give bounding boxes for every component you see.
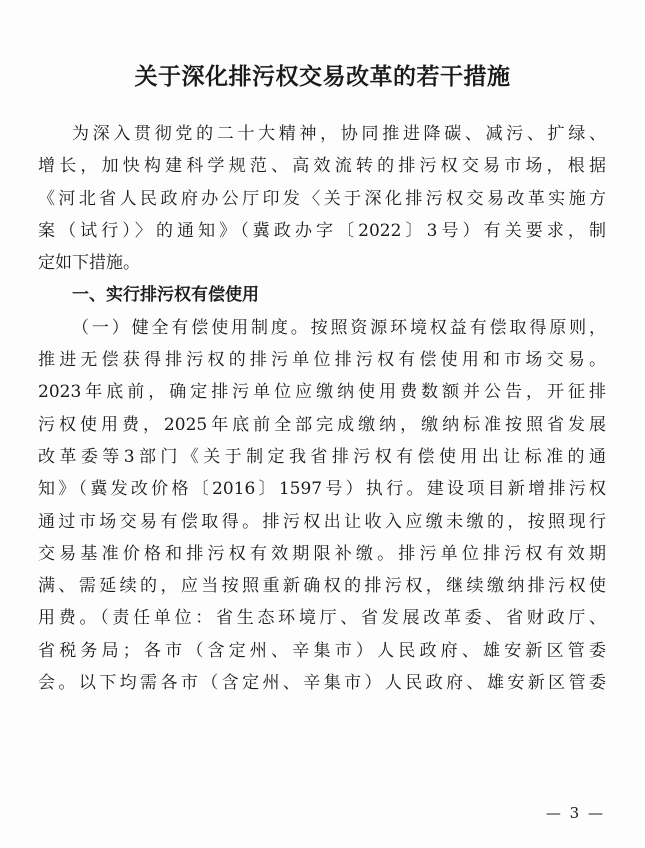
paragraph-line: 省税务局；各市（含定州、辛集市）人民政府、雄安新区管委 xyxy=(38,640,606,661)
paragraph-line: 知》（冀发改价格〔2016〕1597号）执行。建设项目新增排污权 xyxy=(38,479,606,500)
paragraph-line: 满、需延续的，应当按照重新确权的排污权，继续缴纳排污权使 xyxy=(38,576,606,597)
document-title: 关于深化排污权交易改革的若干措施 xyxy=(134,64,511,90)
page-number: — 3 — xyxy=(545,804,605,822)
paragraph-line: 《河北省人民政府办公厅印发〈关于深化排污权交易改革实施方 xyxy=(38,188,606,209)
paragraph-line: 2023年底前，确定排污单位应缴纳使用费数额并公告，开征排 xyxy=(38,382,606,403)
paragraph-line: 推进无偿获得排污权的排污单位排污权有偿使用和市场交易。 xyxy=(38,350,606,371)
paragraph-line: 交易基准价格和排污权有效期限补缴。排污单位排污权有效期 xyxy=(38,543,606,564)
paragraph-line: 增长，加快构建科学规范、高效流转的排污权交易市场，根据 xyxy=(38,156,606,177)
paragraph-line: 为深入贯彻党的二十大精神，协同推进降碳、减污、扩绿、 xyxy=(72,124,606,144)
paragraph-line: 改革委等3部门《关于制定我省排污权有偿使用出让标准的通 xyxy=(38,446,606,467)
paragraph-line: 通过市场交易有偿取得。排污权出让收入应缴未缴的，按照现行 xyxy=(38,511,606,532)
section-heading: 一、实行排污权有偿使用 xyxy=(72,285,259,306)
paragraph-line: 案（试行）〉的通知》（冀政办字〔2022〕3号）有关要求，制 xyxy=(38,220,606,241)
paragraph-line: 定如下措施。 xyxy=(38,253,140,274)
paragraph-line: 污权使用费，2025年底前全部完成缴纳，缴纳标准按照省发展 xyxy=(38,414,606,435)
paragraph-line: 用费。（责任单位：省生态环境厅、省发展改革委、省财政厅、 xyxy=(38,608,606,629)
document-body xyxy=(38,118,606,699)
paragraph-line: （一）健全有偿使用制度。按照资源环境权益有偿取得原则， xyxy=(72,317,606,338)
paragraph-line: 会。以下均需各市（含定州、辛集市）人民政府、雄安新区管委 xyxy=(38,673,606,694)
